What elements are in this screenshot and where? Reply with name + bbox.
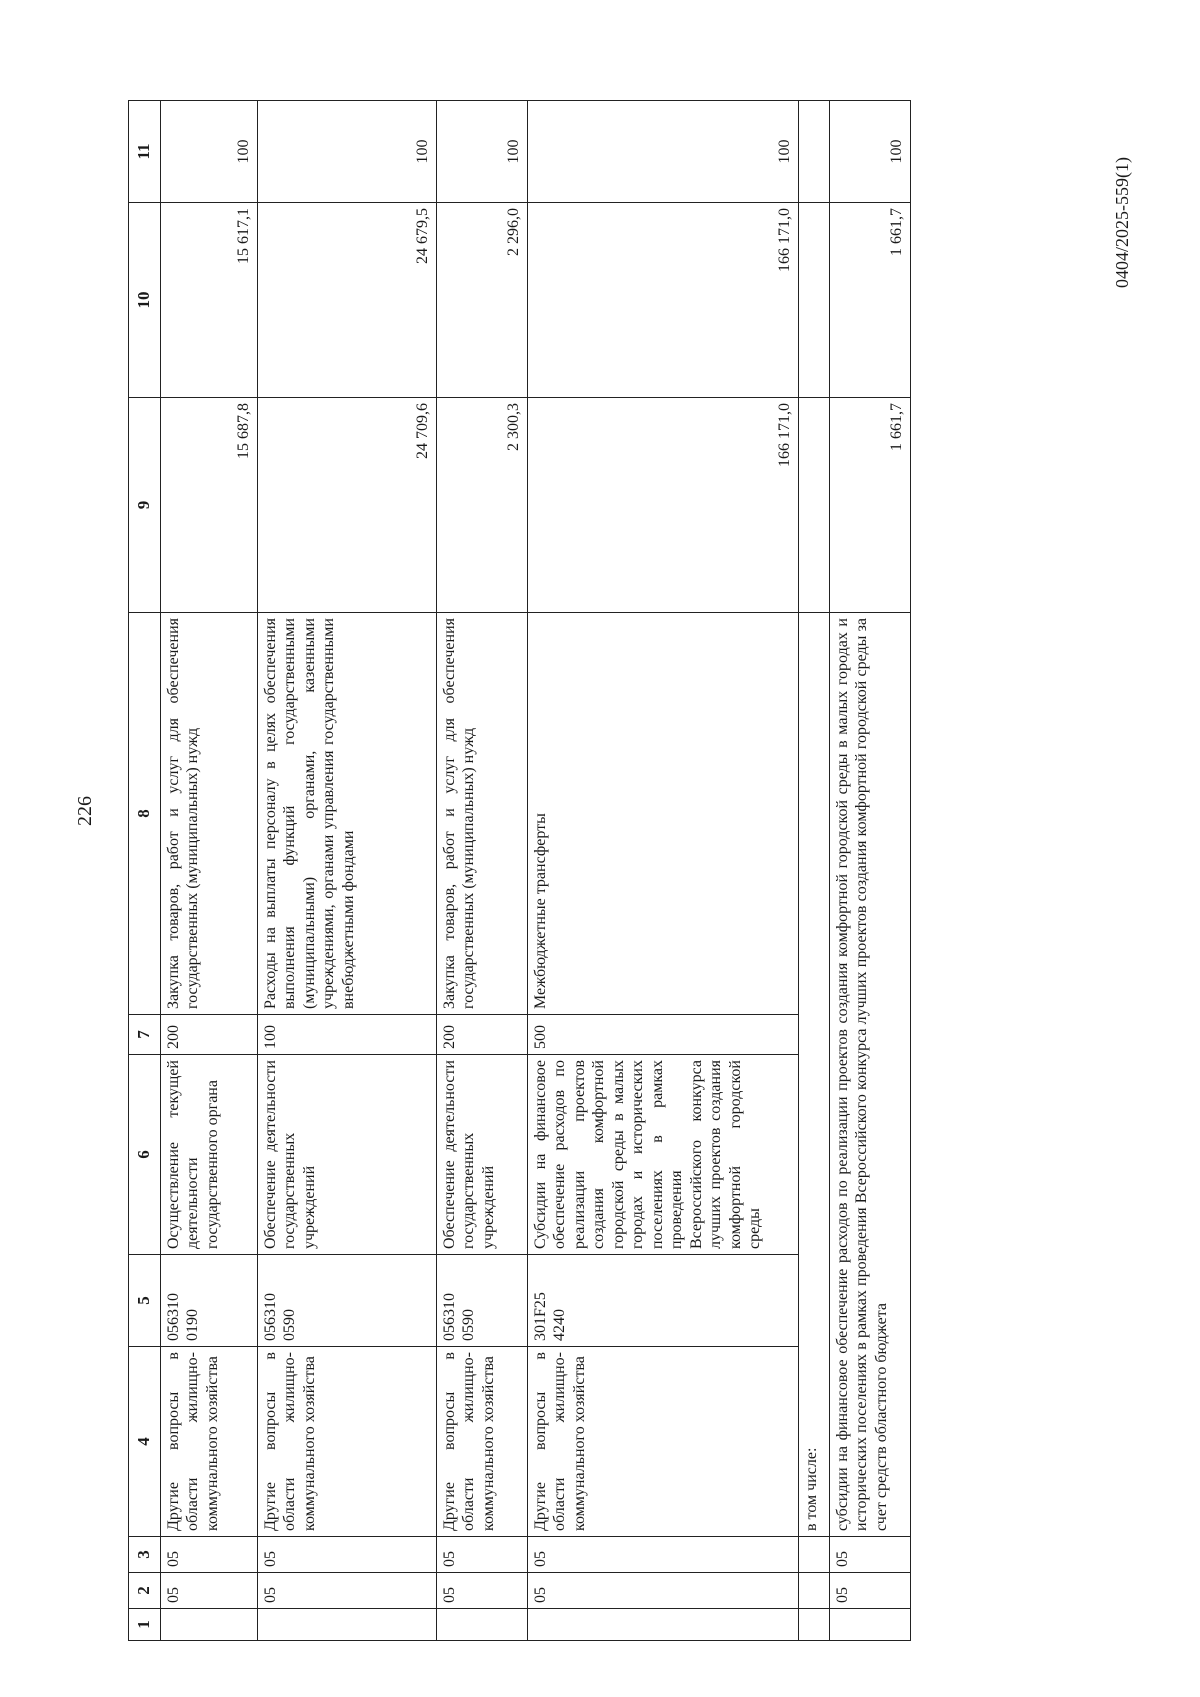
cell-plan: 1 661,7	[829, 398, 910, 613]
cell-c1	[160, 1609, 257, 1641]
cell-subsection-name: Другие вопросы в области жилищно-коммунального хозяйства	[527, 1347, 798, 1537]
cell-c1	[527, 1609, 798, 1641]
cell-target-code: 056310 0190	[160, 1255, 257, 1347]
cell-section: 05	[436, 1573, 527, 1609]
cell-subsection: 05	[436, 1537, 527, 1573]
col-header: 6	[129, 1055, 161, 1255]
cell-expense-type: 100	[257, 1015, 436, 1055]
budget-table-wrapper	[128, 101, 958, 1641]
cell-subsection-name: Другие вопросы в области жилищно-коммунального хозяйства	[436, 1347, 527, 1537]
cell-plan: 2 300,3	[436, 398, 527, 613]
table-row-subsidy	[829, 101, 910, 1641]
cell-subsection-name: Другие вопросы в области жилищно-коммунального хозяйства	[257, 1347, 436, 1537]
cell-section: 05	[257, 1573, 436, 1609]
cell-c1	[257, 1609, 436, 1641]
cell-actual: 15 617,1	[160, 203, 257, 398]
table-header-row	[129, 101, 161, 1641]
col-header: 5	[129, 1255, 161, 1347]
cell-empty	[798, 101, 829, 203]
cell-expense-name: Расходы на выплаты персоналу в целях обеспечения выполнения функций государственными (муниципальными) органами, казенными учреждениями, органами управления государственными внебюджетными фондами	[257, 613, 436, 1015]
cell-empty	[798, 1609, 829, 1641]
cell-expense-type: 200	[436, 1015, 527, 1055]
table-row	[257, 101, 436, 1641]
cell-actual: 166 171,0	[527, 203, 798, 398]
cell-target-code: 056310 0590	[257, 1255, 436, 1347]
cell-plan: 24 709,6	[257, 398, 436, 613]
col-header: 7	[129, 1015, 161, 1055]
cell-target-code: 301F25 4240	[527, 1255, 798, 1347]
cell-empty	[798, 203, 829, 398]
col-header: 10	[129, 203, 161, 398]
cell-expense-type: 200	[160, 1015, 257, 1055]
cell-expense-name: Закупка товаров, работ и услуг для обеспечения государственных (муниципальных) нужд	[160, 613, 257, 1015]
cell-section: 05	[160, 1573, 257, 1609]
cell-percent: 100	[829, 101, 910, 203]
cell-c1	[436, 1609, 527, 1641]
col-header: 9	[129, 398, 161, 613]
cell-section: 05	[527, 1573, 798, 1609]
col-header: 3	[129, 1537, 161, 1573]
cell-empty	[798, 1537, 829, 1573]
cell-subsection-name: Другие вопросы в области жилищно-коммунального хозяйства	[160, 1347, 257, 1537]
cell-expense-name: Межбюджетные трансферты	[527, 613, 798, 1015]
cell-subsection: 05	[527, 1537, 798, 1573]
document-code: 0404/2025-559(1)	[1112, 157, 1132, 288]
cell-empty	[798, 398, 829, 613]
cell-target-name: Субсидии на финансовое обеспечение расходов по реализации проектов создания комфортной городской среды в малых городах и исторических поселениях в рамках проведения Всероссийского конкурса лучших проектов создания комфортной городской среды	[527, 1055, 798, 1255]
cell-section: 05	[829, 1573, 910, 1609]
cell-subsection: 05	[160, 1537, 257, 1573]
table-row	[527, 101, 798, 1641]
col-header: 8	[129, 613, 161, 1015]
page-number: 226	[74, 796, 96, 826]
cell-empty	[798, 1573, 829, 1609]
in-total-label: в том числе:	[798, 613, 829, 1537]
table-row	[436, 101, 527, 1641]
cell-subsidy-description: субсидии на финансовое обеспечение расходов по реализации проектов создания комфортной городской среды в малых городах и исторических поселениях в рамках проведения Всероссийского конкурса лучших проектов создания комфортной городской среды за счет средств областного бюджета	[829, 613, 910, 1537]
cell-target-code: 056310 0590	[436, 1255, 527, 1347]
cell-actual: 1 661,7	[829, 203, 910, 398]
col-header: 2	[129, 1573, 161, 1609]
cell-target-name: Осуществление текущей деятельности государственного органа	[160, 1055, 257, 1255]
cell-actual: 2 296,0	[436, 203, 527, 398]
cell-subsection: 05	[257, 1537, 436, 1573]
cell-target-name: Обеспечение деятельности государственных учреждений	[257, 1055, 436, 1255]
cell-c1	[829, 1609, 910, 1641]
table-row	[160, 101, 257, 1641]
col-header: 1	[129, 1609, 161, 1641]
cell-percent: 100	[257, 101, 436, 203]
cell-plan: 15 687,8	[160, 398, 257, 613]
col-header: 4	[129, 1347, 161, 1537]
cell-actual: 24 679,5	[257, 203, 436, 398]
cell-percent: 100	[527, 101, 798, 203]
cell-expense-type: 500	[527, 1015, 798, 1055]
col-header: 11	[129, 101, 161, 203]
cell-subsection: 05	[829, 1537, 910, 1573]
table-row-subheading	[798, 101, 829, 1641]
cell-percent: 100	[436, 101, 527, 203]
cell-expense-name: Закупка товаров, работ и услуг для обеспечения государственных (муниципальных) нужд	[436, 613, 527, 1015]
cell-target-name: Обеспечение деятельности государственных учреждений	[436, 1055, 527, 1255]
budget-table	[128, 100, 911, 1641]
cell-plan: 166 171,0	[527, 398, 798, 613]
cell-percent: 100	[160, 101, 257, 203]
